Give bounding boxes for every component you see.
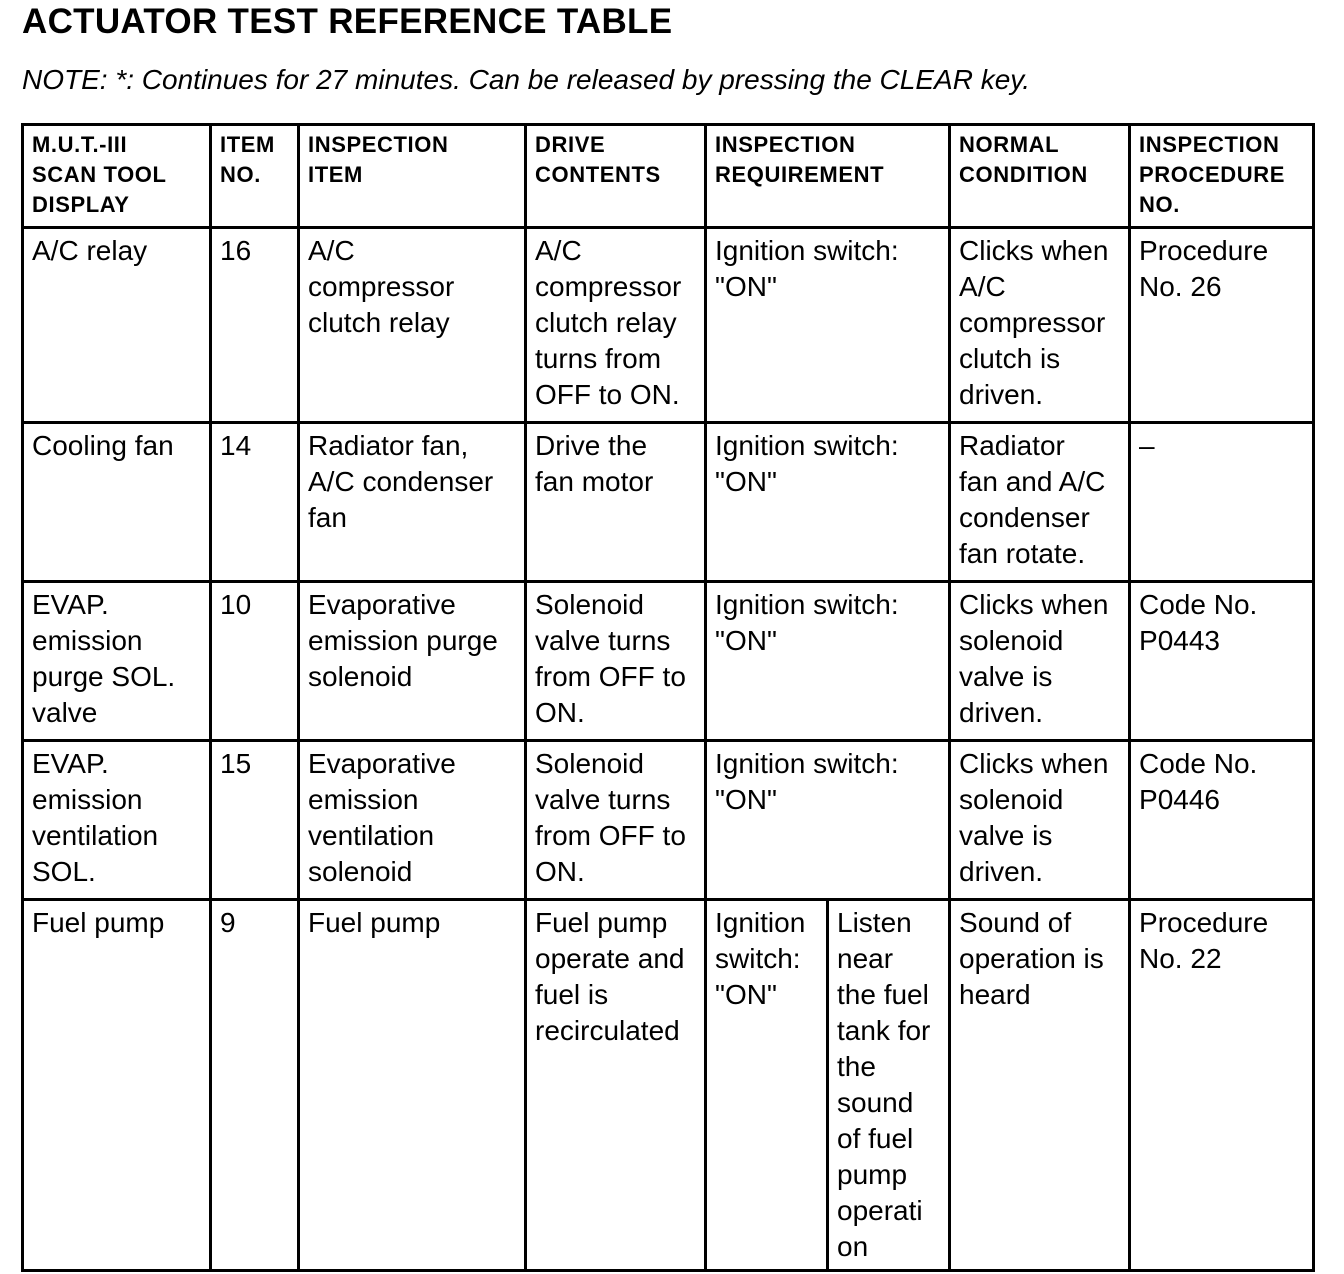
- cell-display: Fuel pump: [23, 900, 211, 1271]
- cell-requirement: Ignition switch: "ON": [706, 900, 828, 1271]
- cell-procedure: Procedure No. 22: [1130, 900, 1314, 1271]
- cell-requirement: Ignition switch: "ON": [706, 423, 950, 582]
- cell-inspection-item: A/C compressor clutch relay: [299, 228, 526, 423]
- table-row: [23, 582, 1314, 741]
- table-row: [23, 228, 1314, 423]
- cell-inspection-item: Evaporative emission ventilation solenoid: [299, 741, 526, 900]
- cell-display: EVAP. emission ventilation SOL.: [23, 741, 211, 900]
- cell-drive-contents: Fuel pump operate and fuel is recirculated: [526, 900, 706, 1271]
- note-text: NOTE: *: Continues for 27 minutes. Can be released by pressing the CLEAR key.: [22, 64, 1030, 95]
- cell-drive-contents: Solenoid valve turns from OFF to ON.: [526, 741, 706, 900]
- cell-display: Cooling fan: [23, 423, 211, 582]
- table-row: [23, 741, 1314, 900]
- header-drive-contents: DRIVE CONTENTS: [526, 125, 706, 228]
- header-inspection-requirement: INSPECTION REQUIREMENT: [706, 125, 950, 228]
- actuator-test-table: [21, 123, 1315, 1272]
- cell-drive-contents: A/C compressor clutch relay turns from OFF to ON.: [526, 228, 706, 423]
- cell-display: A/C relay: [23, 228, 211, 423]
- cell-inspection-item: Evaporative emission purge solenoid: [299, 582, 526, 741]
- cell-procedure: Code No. P0443: [1130, 582, 1314, 741]
- header-normal-condition: NORMAL CONDITION: [950, 125, 1130, 228]
- cell-normal-condition: Sound of operation is heard: [950, 900, 1130, 1271]
- cell-inspection-item: Fuel pump: [299, 900, 526, 1271]
- cell-display: EVAP. emission purge SOL. valve: [23, 582, 211, 741]
- cell-drive-contents: Drive the fan motor: [526, 423, 706, 582]
- cell-procedure: Code No. P0446: [1130, 741, 1314, 900]
- cell-requirement: Ignition switch: "ON": [706, 741, 950, 900]
- header-item-no: ITEM NO.: [211, 125, 299, 228]
- header-inspection-procedure-no: INSPECTION PROCEDURE NO.: [1130, 125, 1314, 228]
- cell-item-no: 9: [211, 900, 299, 1271]
- cell-drive-contents: Solenoid valve turns from OFF to ON.: [526, 582, 706, 741]
- cell-normal-condition: Clicks when A/C compressor clutch is driven.: [950, 228, 1130, 423]
- cell-requirement: Ignition switch: "ON": [706, 228, 950, 423]
- cell-requirement: Ignition switch: "ON": [706, 582, 950, 741]
- cell-normal-condition: Radiator fan and A/C condenser fan rotate.: [950, 423, 1130, 582]
- table-header-row: [23, 125, 1314, 228]
- cell-item-no: 14: [211, 423, 299, 582]
- cell-requirement-extra: Listen near the fuel tank for the sound of fuel pump operati on: [828, 900, 950, 1271]
- cell-item-no: 15: [211, 741, 299, 900]
- cell-item-no: 16: [211, 228, 299, 423]
- cell-normal-condition: Clicks when solenoid valve is driven.: [950, 741, 1130, 900]
- cell-item-no: 10: [211, 582, 299, 741]
- table-row: [23, 900, 1314, 1271]
- cell-inspection-item: Radiator fan, A/C condenser fan: [299, 423, 526, 582]
- cell-procedure: –: [1130, 423, 1314, 582]
- cell-normal-condition: Clicks when solenoid valve is driven.: [950, 582, 1130, 741]
- header-inspection-item: INSPECTION ITEM: [299, 125, 526, 228]
- header-scan-tool-display: M.U.T.-III SCAN TOOL DISPLAY: [23, 125, 211, 228]
- page-title: ACTUATOR TEST REFERENCE TABLE: [22, 2, 673, 41]
- table-row: [23, 423, 1314, 582]
- cell-procedure: Procedure No. 26: [1130, 228, 1314, 423]
